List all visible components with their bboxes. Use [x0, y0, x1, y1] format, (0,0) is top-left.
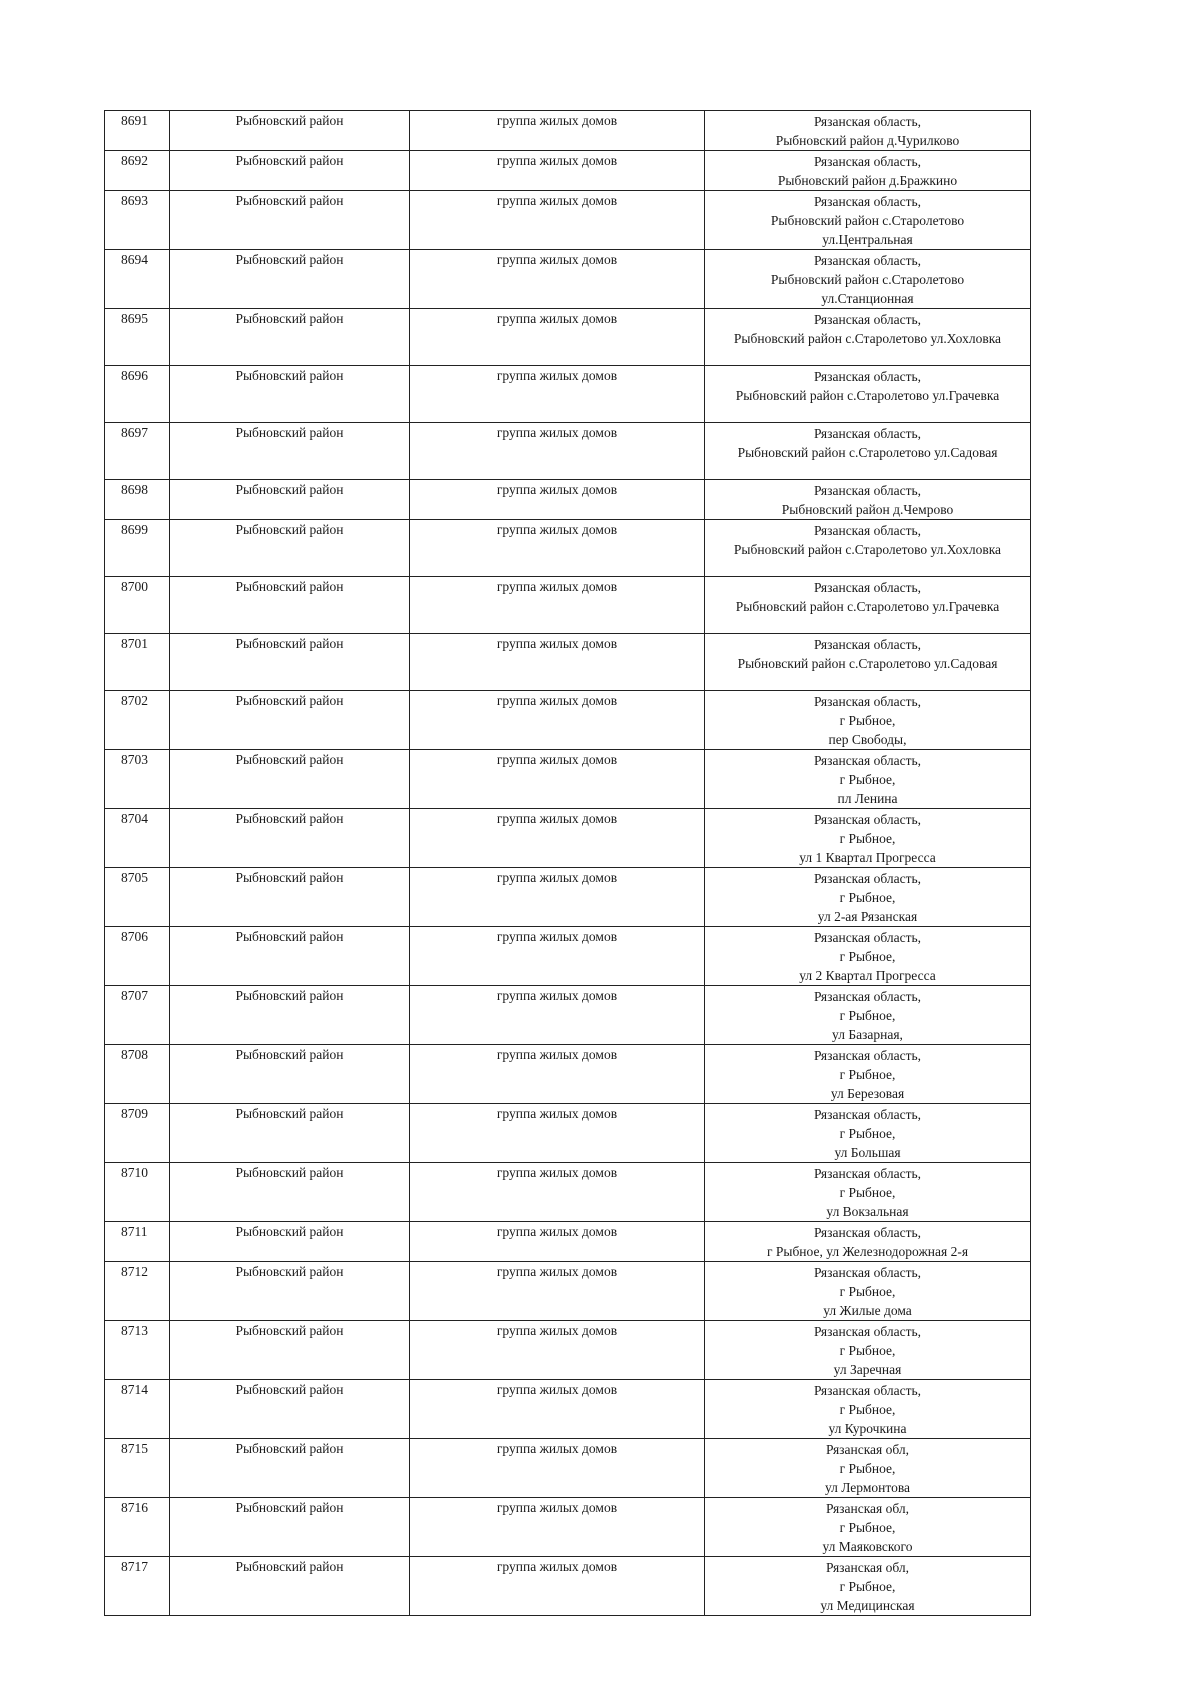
row-district: Рыбновский район — [170, 750, 410, 809]
row-district: Рыбновский район — [170, 423, 410, 480]
row-district: Рыбновский район — [170, 1104, 410, 1163]
row-district: Рыбновский район — [170, 691, 410, 750]
row-address — [705, 191, 1031, 250]
row-object-type: группа жилых домов — [410, 1222, 705, 1262]
table-row — [105, 151, 1031, 191]
address-line: Рыбновский район д.Чемрово — [781, 502, 954, 517]
row-object-type: группа жилых домов — [410, 1498, 705, 1557]
row-address — [705, 986, 1031, 1045]
address-line: г Рыбное, — [839, 1402, 896, 1417]
row-object-type: группа жилых домов — [410, 691, 705, 750]
row-district: Рыбновский район — [170, 366, 410, 423]
row-number: 8717 — [105, 1557, 170, 1616]
address-line: г Рыбное, — [839, 949, 896, 964]
address-line: ул.Станционная — [821, 291, 914, 306]
row-district: Рыбновский район — [170, 1262, 410, 1321]
address-line: Рязанская область, — [813, 930, 922, 945]
address-line: Рязанская область, — [813, 483, 922, 498]
address-line: Рязанская область, — [813, 694, 922, 709]
address-line: Рязанская область, — [813, 1225, 922, 1240]
address-line: г Рыбное, — [839, 890, 896, 905]
row-number: 8703 — [105, 750, 170, 809]
address-line: ул Курочкина — [828, 1421, 907, 1436]
row-address — [705, 1045, 1031, 1104]
row-object-type: группа жилых домов — [410, 1104, 705, 1163]
address-line: г Рыбное, — [839, 1461, 896, 1476]
address-line: Рыбновский район д.Чурилково — [775, 133, 960, 148]
row-district: Рыбновский район — [170, 634, 410, 691]
row-number: 8701 — [105, 634, 170, 691]
row-object-type: группа жилых домов — [410, 1380, 705, 1439]
row-number: 8704 — [105, 809, 170, 868]
row-address — [705, 577, 1031, 634]
row-number: 8694 — [105, 250, 170, 309]
table-row — [105, 1045, 1031, 1104]
row-address — [705, 250, 1031, 309]
table-row — [105, 1498, 1031, 1557]
address-line: г Рыбное, — [839, 1067, 896, 1082]
address-line: Рязанская область, — [813, 1265, 922, 1280]
row-object-type: группа жилых домов — [410, 111, 705, 151]
address-line: г Рыбное, ул Железнодорожная 2-я — [766, 1244, 969, 1259]
row-object-type: группа жилых домов — [410, 1439, 705, 1498]
row-address — [705, 309, 1031, 366]
address-line: Рязанская область, — [813, 114, 922, 129]
row-address — [705, 151, 1031, 191]
row-number: 8709 — [105, 1104, 170, 1163]
row-district: Рыбновский район — [170, 1321, 410, 1380]
table-row — [105, 250, 1031, 309]
table-row — [105, 986, 1031, 1045]
row-district: Рыбновский район — [170, 1222, 410, 1262]
address-line: Рыбновский район с.Старолетово ул.Грачевка — [735, 388, 1000, 403]
row-district: Рыбновский район — [170, 520, 410, 577]
address-line: Рыбновский район с.Старолетово ул.Грачевка — [735, 599, 1000, 614]
row-number: 8713 — [105, 1321, 170, 1380]
address-line: пл Ленина — [837, 791, 898, 806]
row-number: 8700 — [105, 577, 170, 634]
row-object-type: группа жилых домов — [410, 1163, 705, 1222]
row-address — [705, 1321, 1031, 1380]
row-number: 8706 — [105, 927, 170, 986]
row-object-type: группа жилых домов — [410, 366, 705, 423]
row-object-type: группа жилых домов — [410, 480, 705, 520]
table-row — [105, 480, 1031, 520]
table-row — [105, 423, 1031, 480]
table-row — [105, 750, 1031, 809]
table-row — [105, 927, 1031, 986]
address-line: Рязанская область, — [813, 369, 922, 384]
row-district: Рыбновский район — [170, 986, 410, 1045]
row-address — [705, 1498, 1031, 1557]
row-object-type: группа жилых домов — [410, 986, 705, 1045]
table-row — [105, 520, 1031, 577]
table-row — [105, 309, 1031, 366]
table-row — [105, 111, 1031, 151]
row-object-type: группа жилых домов — [410, 809, 705, 868]
settlements-table — [104, 110, 1031, 1616]
row-object-type: группа жилых домов — [410, 868, 705, 927]
address-line: ул Заречная — [833, 1362, 902, 1377]
row-district: Рыбновский район — [170, 868, 410, 927]
row-number: 8697 — [105, 423, 170, 480]
address-line: Рязанская область, — [813, 1048, 922, 1063]
row-object-type: группа жилых домов — [410, 191, 705, 250]
row-address — [705, 1222, 1031, 1262]
row-address — [705, 868, 1031, 927]
address-line: г Рыбное, — [839, 831, 896, 846]
row-number: 8696 — [105, 366, 170, 423]
row-number: 8710 — [105, 1163, 170, 1222]
address-line: Рязанская область, — [813, 1166, 922, 1181]
address-line: г Рыбное, — [839, 1284, 896, 1299]
address-line: Рязанская область, — [813, 1107, 922, 1122]
address-line: Рязанская область, — [813, 154, 922, 169]
row-district: Рыбновский район — [170, 1045, 410, 1104]
row-district: Рыбновский район — [170, 191, 410, 250]
table-row — [105, 691, 1031, 750]
table-row — [105, 366, 1031, 423]
address-line: ул.Центральная — [822, 232, 913, 247]
row-number: 8708 — [105, 1045, 170, 1104]
row-address — [705, 1439, 1031, 1498]
address-line: г Рыбное, — [839, 1579, 896, 1594]
address-line: Рыбновский район с.Старолетово — [770, 272, 965, 287]
table-row — [105, 1222, 1031, 1262]
row-number: 8711 — [105, 1222, 170, 1262]
address-line: ул 2-ая Рязанская — [817, 909, 918, 924]
table-row — [105, 1557, 1031, 1616]
address-line: Рязанская область, — [813, 637, 922, 652]
address-line: г Рыбное, — [839, 1520, 896, 1535]
row-district: Рыбновский район — [170, 927, 410, 986]
row-district: Рыбновский район — [170, 250, 410, 309]
row-number: 8707 — [105, 986, 170, 1045]
row-object-type: группа жилых домов — [410, 151, 705, 191]
row-district: Рыбновский район — [170, 1557, 410, 1616]
address-line: ул Вокзальная — [826, 1204, 909, 1219]
table-row — [105, 1104, 1031, 1163]
row-district: Рыбновский район — [170, 1163, 410, 1222]
row-object-type: группа жилых домов — [410, 250, 705, 309]
row-object-type: группа жилых домов — [410, 309, 705, 366]
row-district: Рыбновский район — [170, 309, 410, 366]
address-line: Рязанская область, — [813, 580, 922, 595]
row-number: 8702 — [105, 691, 170, 750]
row-address — [705, 1557, 1031, 1616]
row-object-type: группа жилых домов — [410, 520, 705, 577]
row-district: Рыбновский район — [170, 1498, 410, 1557]
table-row — [105, 634, 1031, 691]
row-district: Рыбновский район — [170, 1380, 410, 1439]
table-row — [105, 1380, 1031, 1439]
row-address — [705, 366, 1031, 423]
address-line: ул Жилые дома — [823, 1303, 912, 1318]
address-line: Рязанская область, — [813, 812, 922, 827]
row-object-type: группа жилых домов — [410, 634, 705, 691]
row-object-type: группа жилых домов — [410, 1045, 705, 1104]
address-line: Рязанская область, — [813, 312, 922, 327]
address-line: Рязанская область, — [813, 523, 922, 538]
address-line: Рыбновский район с.Старолетово ул.Хохловка — [733, 542, 1002, 557]
row-number: 8699 — [105, 520, 170, 577]
row-district: Рыбновский район — [170, 809, 410, 868]
table-row — [105, 191, 1031, 250]
row-address — [705, 634, 1031, 691]
row-object-type: группа жилых домов — [410, 1557, 705, 1616]
address-line: ул Большая — [834, 1145, 901, 1160]
row-number: 8693 — [105, 191, 170, 250]
address-line: Рыбновский район д.Бражкино — [777, 173, 958, 188]
row-address — [705, 1104, 1031, 1163]
row-address — [705, 1163, 1031, 1222]
address-line: Рязанская обл, — [825, 1442, 910, 1457]
row-number: 8692 — [105, 151, 170, 191]
address-line: Рязанская область, — [813, 1324, 922, 1339]
row-district: Рыбновский район — [170, 480, 410, 520]
address-line: ул Медицинская — [820, 1598, 915, 1613]
table-row — [105, 1262, 1031, 1321]
row-object-type: группа жилых домов — [410, 927, 705, 986]
address-line: Рязанская обл, — [825, 1501, 910, 1516]
table-row — [105, 868, 1031, 927]
address-line: Рязанская область, — [813, 871, 922, 886]
address-line: ул 1 Квартал Прогресса — [799, 850, 936, 865]
address-line: ул 2 Квартал Прогресса — [799, 968, 936, 983]
row-number: 8715 — [105, 1439, 170, 1498]
row-address — [705, 750, 1031, 809]
address-line: Рыбновский район с.Старолетово ул.Садовая — [737, 656, 998, 671]
row-number: 8712 — [105, 1262, 170, 1321]
address-line: г Рыбное, — [839, 1343, 896, 1358]
table-row — [105, 1321, 1031, 1380]
address-line: Рыбновский район с.Старолетово — [770, 213, 965, 228]
address-line: Рязанская область, — [813, 753, 922, 768]
row-address — [705, 927, 1031, 986]
address-line: ул Лермонтова — [824, 1480, 911, 1495]
address-line: пер Свободы, — [828, 732, 907, 747]
row-object-type: группа жилых домов — [410, 577, 705, 634]
table-row — [105, 577, 1031, 634]
row-object-type: группа жилых домов — [410, 1321, 705, 1380]
row-address — [705, 691, 1031, 750]
address-line: г Рыбное, — [839, 1008, 896, 1023]
table-body — [105, 111, 1031, 1616]
row-object-type: группа жилых домов — [410, 750, 705, 809]
address-line: г Рыбное, — [839, 1126, 896, 1141]
address-line: г Рыбное, — [839, 713, 896, 728]
address-line: г Рыбное, — [839, 1185, 896, 1200]
row-district: Рыбновский район — [170, 1439, 410, 1498]
row-object-type: группа жилых домов — [410, 423, 705, 480]
row-address — [705, 520, 1031, 577]
row-object-type: группа жилых домов — [410, 1262, 705, 1321]
row-number: 8716 — [105, 1498, 170, 1557]
row-district: Рыбновский район — [170, 577, 410, 634]
address-line: г Рыбное, — [839, 772, 896, 787]
row-number: 8714 — [105, 1380, 170, 1439]
table-row — [105, 1439, 1031, 1498]
address-line: Рязанская область, — [813, 989, 922, 1004]
row-address — [705, 423, 1031, 480]
address-line: Рязанская область, — [813, 1383, 922, 1398]
row-address — [705, 480, 1031, 520]
address-line: ул Маяковского — [822, 1539, 913, 1554]
address-line: Рязанская область, — [813, 194, 922, 209]
address-line: Рыбновский район с.Старолетово ул.Садовая — [737, 445, 998, 460]
table-row — [105, 1163, 1031, 1222]
address-line: Рыбновский район с.Старолетово ул.Хохловка — [733, 331, 1002, 346]
address-line: Рязанская область, — [813, 253, 922, 268]
row-address — [705, 111, 1031, 151]
row-number: 8695 — [105, 309, 170, 366]
row-address — [705, 1380, 1031, 1439]
address-line: Рязанская обл, — [825, 1560, 910, 1575]
row-number: 8691 — [105, 111, 170, 151]
row-district: Рыбновский район — [170, 151, 410, 191]
row-district: Рыбновский район — [170, 111, 410, 151]
row-number: 8698 — [105, 480, 170, 520]
row-number: 8705 — [105, 868, 170, 927]
row-address — [705, 809, 1031, 868]
address-line: ул Березовая — [830, 1086, 905, 1101]
address-line: ул Базарная, — [832, 1027, 903, 1042]
row-address — [705, 1262, 1031, 1321]
address-line: Рязанская область, — [813, 426, 922, 441]
table-row — [105, 809, 1031, 868]
